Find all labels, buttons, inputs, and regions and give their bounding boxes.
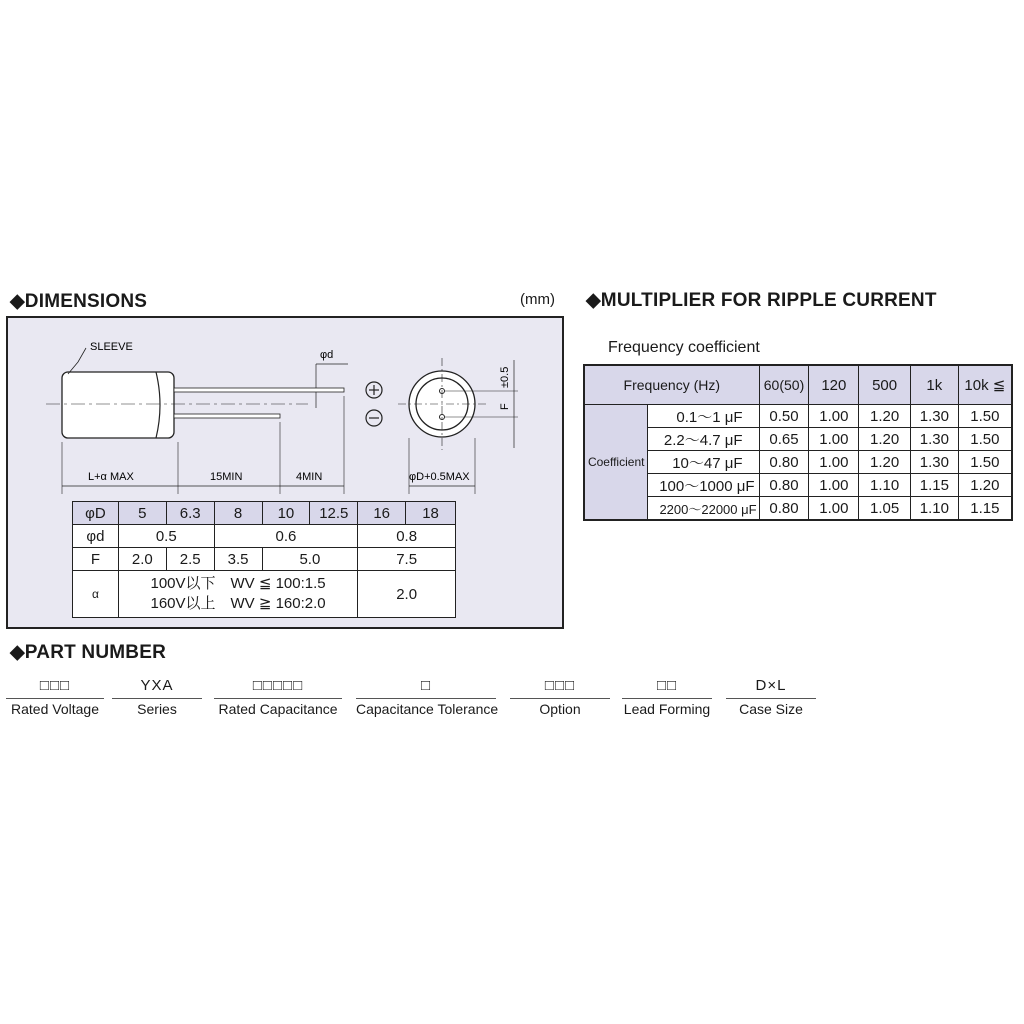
part-number-label: Lead Forming [623, 701, 711, 717]
part-number-label: Series [137, 701, 177, 717]
table-cell: 10 [262, 502, 310, 525]
table-cell: 1.20 [859, 405, 911, 428]
part-number-underline [112, 698, 202, 699]
part-number-slot-case-size [726, 676, 816, 717]
min4-label: 4MIN [296, 471, 323, 483]
table-cell: 1.15 [910, 474, 958, 497]
freq-header-cell: 1k [910, 365, 958, 405]
freq-header-cell: 500 [859, 365, 911, 405]
table-cell: 1.00 [809, 451, 859, 474]
capacitance-range-cell: 10～47 μF [648, 451, 759, 474]
case-diameter-label: φD+0.5MAX [409, 471, 470, 483]
table-cell: 0.80 [759, 497, 809, 521]
part-number-heading: ◆PART NUMBER [10, 642, 166, 663]
part-number-code: YXA [140, 677, 174, 694]
part-number-underline [356, 698, 496, 699]
part-number-underline [622, 698, 712, 699]
table-cell: 1.20 [859, 451, 911, 474]
table-cell: 12.5 [310, 502, 358, 525]
table-cell: 1.30 [910, 428, 958, 451]
part-number-code: □□□ [39, 677, 71, 694]
table-cell: 1.20 [859, 428, 911, 451]
table-cell: 1.50 [958, 405, 1012, 428]
row-label-F: F [73, 548, 119, 571]
capacitance-range-cell: 2200～22000 μF [648, 497, 759, 521]
part-number-code: □□□□□ [252, 677, 304, 694]
lead-long [174, 388, 344, 392]
part-number-underline [6, 698, 104, 699]
table-cell: 1.30 [910, 451, 958, 474]
table-cell: 2.0 [118, 548, 166, 571]
table-cell: 2.0 [358, 571, 456, 618]
alpha-rule-line2: 160V以上 WV ≧ 160:2.0 [150, 595, 326, 612]
part-number-slot-option [510, 676, 610, 717]
part-number-label: Option [539, 701, 581, 717]
sleeve-leader [68, 348, 86, 374]
table-cell: 18 [406, 502, 456, 525]
capacitance-range-cell: 100～1000 μF [648, 474, 759, 497]
dimensions-table [72, 501, 456, 618]
table-cell: 16 [358, 502, 406, 525]
part-number-slot-rated-voltage [6, 676, 104, 717]
part-number-slot-lead-forming [622, 676, 712, 717]
tolerance-label: ±0.5 [499, 366, 511, 388]
part-number-code: □□□ [544, 677, 576, 694]
table-cell: 1.10 [910, 497, 958, 521]
capacitor-dimension-drawing [8, 318, 564, 498]
part-number-underline [510, 698, 610, 699]
dimensions-unit: (mm) [520, 291, 555, 308]
table-cell: 0.6 [214, 525, 358, 548]
capacitance-range-cell: 0.1～1 μF [648, 405, 759, 428]
table-cell: 1.00 [809, 428, 859, 451]
table-cell: 6.3 [166, 502, 214, 525]
frequency-header: Frequency (Hz) [584, 365, 759, 405]
part-number-code: □ [420, 677, 432, 694]
table-cell: 5.0 [262, 548, 358, 571]
table-cell: 0.5 [118, 525, 214, 548]
ripple-subtitle: Frequency coefficient [608, 339, 760, 356]
table-cell: 1.30 [910, 405, 958, 428]
table-cell: 0.65 [759, 428, 809, 451]
freq-header-cell: 10k ≦ [958, 365, 1012, 405]
table-cell: 1.15 [958, 497, 1012, 521]
freq-header-cell: 120 [809, 365, 859, 405]
coefficient-label: Coefficient [584, 405, 648, 521]
table-cell: 1.20 [958, 474, 1012, 497]
part-number-label: Rated Capacitance [218, 701, 338, 717]
part-number-label: Case Size [739, 701, 803, 717]
table-cell: 0.50 [759, 405, 809, 428]
part-number-code: □□ [656, 677, 678, 694]
row-label-phiD: φD [73, 502, 119, 525]
ripple-table [583, 364, 1013, 521]
table-cell: 3.5 [214, 548, 262, 571]
sleeve-label: SLEEVE [90, 341, 133, 353]
table-cell: 1.05 [859, 497, 911, 521]
lead-short [174, 414, 280, 418]
table-cell: 0.80 [759, 451, 809, 474]
freq-header-cell: 60(50) [759, 365, 809, 405]
alpha-rule-cell [118, 571, 357, 618]
table-cell: 8 [214, 502, 262, 525]
ripple-heading: ◆MULTIPLIER FOR RIPPLE CURRENT [586, 290, 937, 311]
lead-spacing-label: F [499, 403, 511, 410]
table-cell: 5 [118, 502, 166, 525]
row-label-phid: φd [73, 525, 119, 548]
part-number-underline [726, 698, 816, 699]
part-number-label: Capacitance Tolerance [356, 701, 499, 717]
length-label: L+α MAX [88, 471, 134, 483]
capacitor-body [62, 372, 174, 438]
table-cell: 1.00 [809, 497, 859, 521]
table-cell: 7.5 [358, 548, 456, 571]
part-number-label: Rated Voltage [11, 701, 99, 717]
table-cell: 2.5 [166, 548, 214, 571]
alpha-rule-line1: 100V以下 WV ≦ 100:1.5 [150, 575, 326, 592]
table-cell: 1.00 [809, 405, 859, 428]
table-cell: 1.00 [809, 474, 859, 497]
dimensions-heading: ◆DIMENSIONS [10, 291, 148, 312]
table-cell: 0.80 [759, 474, 809, 497]
capacitance-range-cell: 2.2～4.7 μF [648, 428, 759, 451]
table-cell: 0.8 [358, 525, 456, 548]
part-number-slot-rated-capacitance [214, 676, 342, 717]
table-cell: 1.50 [958, 428, 1012, 451]
part-number-slot-capacitance-tolerance [356, 676, 499, 717]
min15-label: 15MIN [210, 471, 243, 483]
dimensions-panel [6, 316, 564, 629]
row-label-alpha: α [73, 571, 119, 618]
lead-diameter-label: φd [320, 349, 334, 361]
part-number-slot-series [112, 676, 202, 717]
part-number-underline [214, 698, 342, 699]
table-cell: 1.10 [859, 474, 911, 497]
part-number-code: D×L [755, 677, 787, 694]
table-cell: 1.50 [958, 451, 1012, 474]
